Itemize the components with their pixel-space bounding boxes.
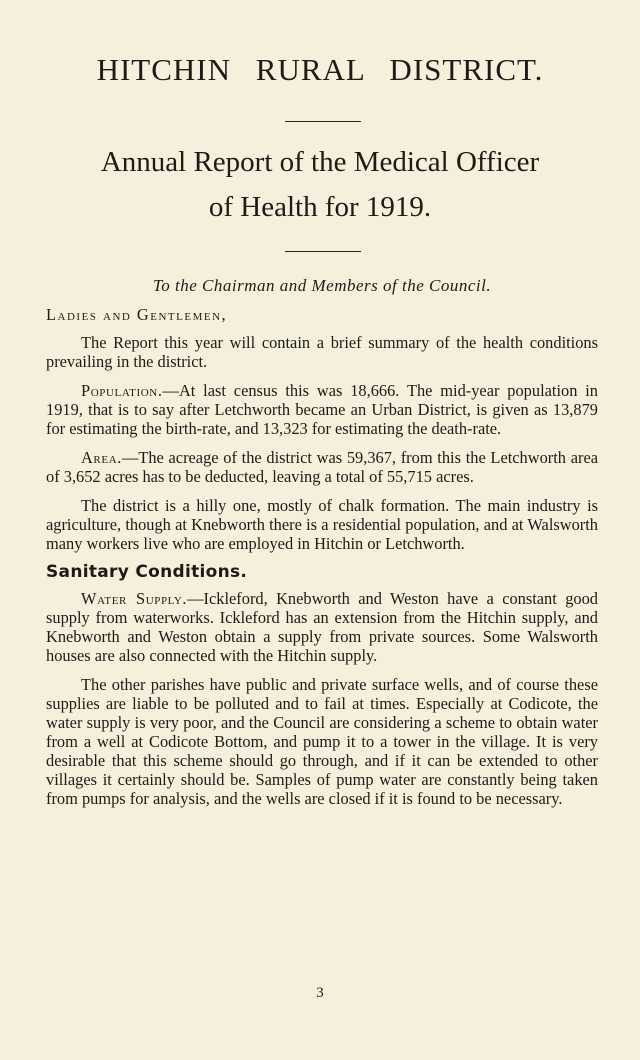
district-paragraph: The district is a hilly one, mostly of chalk formation. The main industry is agriculture, though at Knebworth there is a residential population, and at Walsworth many workers live who are employed in Hitchin or Letchworth.	[46, 496, 598, 553]
water-supply-paragraph	[46, 589, 598, 665]
title-divider	[285, 121, 361, 122]
area-paragraph	[46, 448, 598, 486]
area-text: —The acreage of the district was 59,367, from this the Letchworth area of 3,652 acres has to be deducted, leaving a total of 55,715 acres.	[46, 448, 598, 486]
subtitle-divider	[285, 251, 361, 252]
population-text: —At last census this was 18,666. The mid-year population in 1919, that is to say after Letchworth became an Urban District, is given as 13,879 for estimating the birth-rate, and 13,323 for estimating the death-rate.	[46, 381, 598, 438]
report-body	[46, 276, 598, 818]
intro-paragraph: The Report this year will contain a brief summary of the health conditions prevailing in the district.	[46, 333, 598, 371]
page-number: 3	[316, 985, 324, 1001]
subtitle-line-1: Annual Report of the Medical Officer	[100, 146, 540, 178]
water-supply-label: Water Supply.	[81, 589, 188, 608]
other-parishes-paragraph: The other parishes have public and private surface wells, and of course these supplies are liable to be polluted and to fail at times. Especially at Codicote, the water supply is very poor, and the Council are considering a scheme to obtain water from a well at Codicote Bottom, and pump it to a tower in the village. It is very desirable that this scheme should go through, and if it can be extended to other villages it certainly should be. Samples of pump water are constantly being taken from pumps for analysis, and the wells are closed if it is found to be necessary.	[46, 675, 598, 808]
population-paragraph	[46, 381, 598, 438]
salutation-addressee: To the Chairman and Members of the Council.	[152, 276, 492, 295]
water-supply-text: —Ickleford, Knebworth and Weston have a constant good supply from waterworks. Ickleford has an extension from the Hitchin supply, and Knebworth and Weston obtain a supply from private sources. Some Walsworth houses are also connected with the Hitchin supply.	[46, 589, 598, 665]
salutation-greeting: Ladies and Gentlemen,	[46, 305, 228, 324]
population-label: Population.	[81, 381, 163, 400]
area-label: Area.	[81, 448, 122, 467]
report-subtitle	[20, 140, 620, 230]
document-title: HITCHIN RURAL DISTRICT.	[96, 52, 544, 87]
sanitary-conditions-heading: Sanitary Conditions.	[46, 562, 248, 582]
subtitle-line-2: of Health for 1919.	[208, 191, 432, 223]
